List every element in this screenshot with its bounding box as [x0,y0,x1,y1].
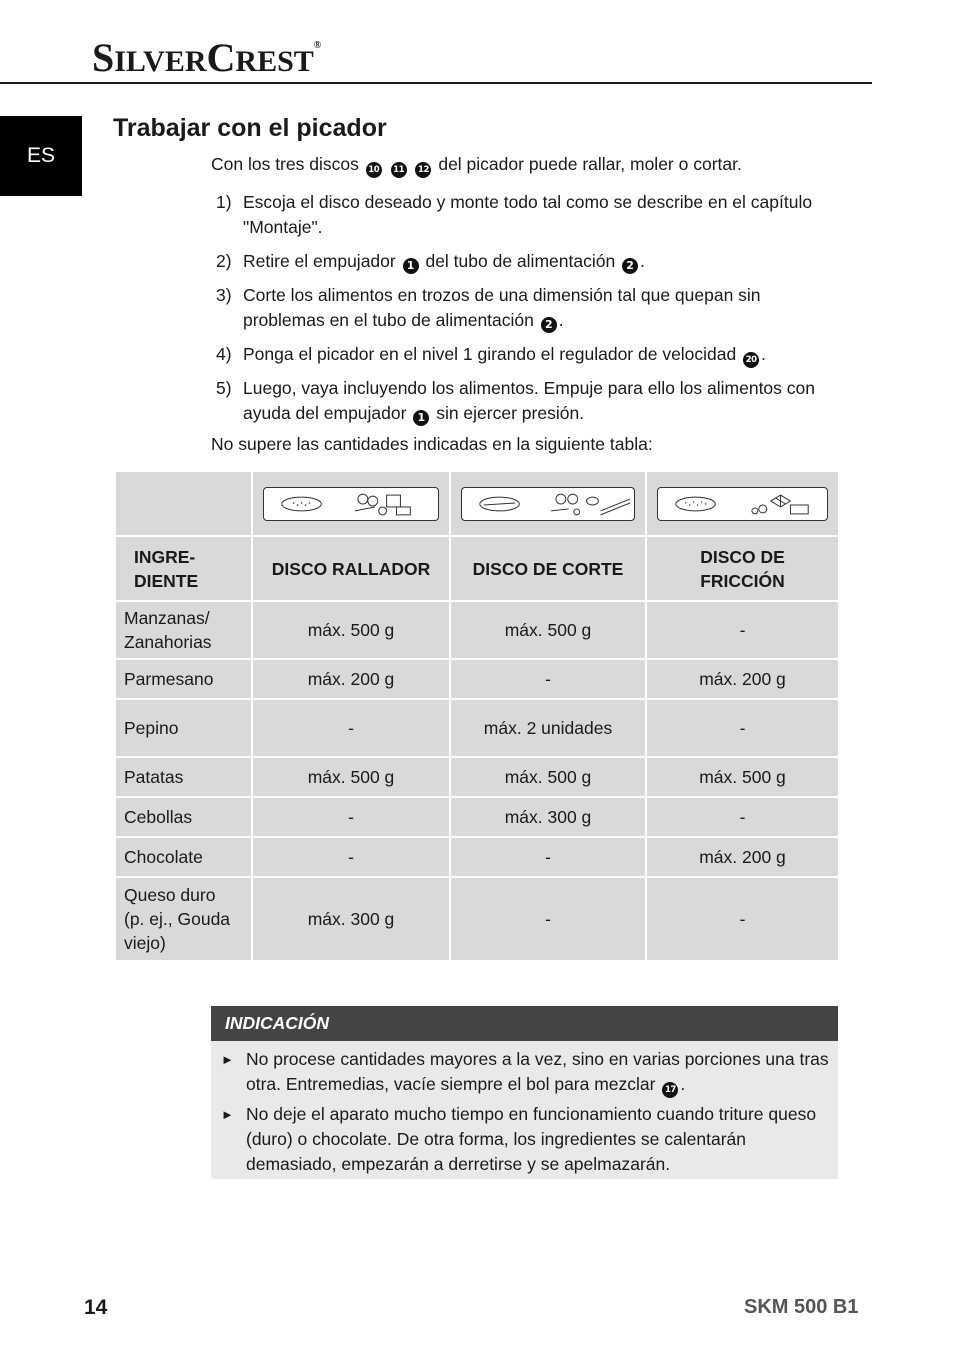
quantity-value: - [739,909,746,929]
ref-number-icon: 17 [662,1082,678,1098]
ref-number-icon: 1 [403,258,419,274]
table-cell-empty [116,472,251,535]
quantity-value: - [348,847,354,867]
slicing-disc-illustration [461,487,635,521]
step-text-part: . [558,310,564,330]
quantity-value: - [739,807,746,827]
table-cell [647,660,838,698]
table-cell [116,758,251,796]
table-cell [451,838,645,876]
quantity-value: máx. 200 g [699,847,786,867]
intro-text-after: del picador puede rallar, moler o cortar. [438,154,742,174]
step-text-part: . [761,344,767,364]
quantity-value: - [348,807,354,827]
table-header-cell [647,537,838,600]
intro-paragraph [211,152,742,178]
table-cell [451,602,645,658]
table-image-row [116,472,838,535]
note-text-part: No procese cantidades mayores a la vez, sino en varias porciones una tras otra. Entremedias, vacíe siempre el bol para mezclar [246,1049,829,1094]
table-cell [253,602,449,658]
table-header-cell [116,537,251,600]
table-cell [253,878,449,960]
table-cell [647,758,838,796]
friction-disc-illustration [657,487,828,521]
note-title: INDICACIÓN [225,1013,330,1033]
step-number: 2) [216,251,232,271]
table-cell [451,758,645,796]
intro-text-before: Con los tres discos [211,154,359,174]
table-cell [647,798,838,836]
table-row [116,838,838,876]
logo-text-ilver: ILVER [114,45,207,78]
table-cell [116,798,251,836]
note-body [211,1041,838,1179]
model-number: SKM 500 B1 [744,1296,859,1318]
table-cell [116,878,251,960]
ingredient-name: Patatas [124,767,184,787]
note-text-part: . [680,1074,686,1094]
table-cell [451,878,645,960]
quantity-value: máx. 500 g [307,620,395,640]
table-cell [116,700,251,756]
table-cell [116,602,251,658]
table-row [116,602,838,658]
table-cell [451,700,645,756]
table-cell [253,798,449,836]
step-number: 4) [216,344,232,364]
step-text [243,342,843,368]
step-text-part: sin ejercer presión. [436,403,585,423]
note-header [211,1006,838,1041]
quantity-value: máx. 500 g [699,767,786,787]
table-cell [253,700,449,756]
quantity-value: máx. 200 g [699,669,786,689]
page-number: 14 [84,1296,108,1319]
brand-logo [92,34,321,81]
step-text-part: Retire el empujador [243,251,396,271]
step-text: Escoja el disco deseado y monte todo tal como se describe en el capítulo "Montaje". [243,192,813,237]
ref-number-icon: 20 [743,352,759,368]
quantity-value: máx. 500 g [307,767,395,787]
quantity-value: - [545,909,551,929]
ingredient-name: Chocolate [124,847,203,867]
step-text-part: Corte los alimentos en trozos de una dimensión tal que quepan sin problemas en el tubo de alimentación [243,285,761,330]
friction-disc-icon [658,488,827,520]
step-text [243,283,843,333]
logo-letter-c: C [206,35,236,80]
table-cell [116,660,251,698]
quantity-value: máx. 300 g [307,909,395,929]
grating-disc-illustration [263,487,439,521]
step-text-part: Ponga el picador en el nivel 1 girando el regulador de velocidad [243,344,737,364]
table-cell-image [253,472,449,535]
bullet-arrow-icon: ► [221,1107,234,1122]
header-disco-corte: DISCO DE CORTE [472,558,624,579]
note-bullet-text [246,1047,831,1098]
ref-number-icon: 2 [541,317,557,333]
table-cell [647,602,838,658]
table-cell [253,758,449,796]
table-row [116,758,838,796]
quantity-value: - [545,669,551,689]
table-cell [647,878,838,960]
ingredient-name: Manzanas/ Zanahorias [124,608,212,652]
table-cell [647,838,838,876]
bullet-arrow-icon: ► [221,1052,234,1067]
table-row [116,700,838,756]
table-row [116,878,838,960]
step-text [243,376,843,426]
table-cell-image [647,472,838,535]
ingredient-name: Cebollas [124,807,193,827]
header-disco-rallador: DISCO RALLADOR [271,558,431,579]
step-number: 1) [216,192,232,212]
step-number: 5) [216,378,232,398]
header-rule [0,82,872,84]
step-text [243,249,843,274]
table-cell [116,838,251,876]
step-number: 3) [216,285,232,305]
table-cell [253,838,449,876]
quantity-value: máx. 2 unidades [483,718,613,738]
table-cell-image [451,472,645,535]
ref-number-icon: 12 [415,162,431,178]
section-title: Trabajar con el picador [113,114,387,142]
ingredient-name: Queso duro (p. ej., Gouda viejo) [124,885,231,953]
quantity-value: - [739,718,746,738]
step-text-part: Luego, vaya incluyendo los alimentos. Empuje para ello los alimentos con ayuda del empujador [243,378,815,423]
quantity-value: máx. 200 g [307,669,395,689]
note-bullet-text: No deje el aparato mucho tiempo en funcionamiento cuando triture queso (duro) o chocolate. De otra forma, los ingredientes se calentarán demasiado, empezarán a derretirse y se apelmazarán. [246,1104,817,1174]
ref-number-icon: 2 [622,258,638,274]
ingredient-name: Pepino [124,718,179,738]
header-ingrediente: INGRE- DIENTE [134,546,199,591]
table-row [116,798,838,836]
ref-number-icon: 1 [413,410,429,426]
table-header-cell [451,537,645,600]
quantity-value: - [348,718,354,738]
language-tab [0,116,82,196]
table-row [116,660,838,698]
ref-number-icon: 11 [391,162,407,178]
language-code: ES [27,144,56,167]
table-header-cell [253,537,449,600]
registered-mark: ® [313,40,322,51]
logo-letter-s: S [92,35,115,80]
quantity-value: - [545,847,551,867]
logo-text-rest: REST [235,45,314,78]
table-cell [253,660,449,698]
table-header-row [116,537,838,600]
table-cell [451,660,645,698]
table-cell [647,700,838,756]
ref-number-icon: 10 [366,162,382,178]
ingredient-name: Parmesano [124,669,214,689]
table-cell [451,798,645,836]
grating-disc-icon [264,488,438,520]
step-text-part: del tubo de alimentación [425,251,616,271]
quantity-value: máx. 500 g [504,620,592,640]
header-disco-friccion: DISCO DE FRICCIÓN [700,546,785,591]
quantity-value: máx. 300 g [504,807,592,827]
table-intro: No supere las cantidades indicadas en la siguiente tabla: [211,434,653,454]
quantity-value: - [739,620,746,640]
step-text-part: . [640,251,645,271]
slicing-disc-icon [462,488,634,520]
quantity-value: máx. 500 g [504,767,592,787]
